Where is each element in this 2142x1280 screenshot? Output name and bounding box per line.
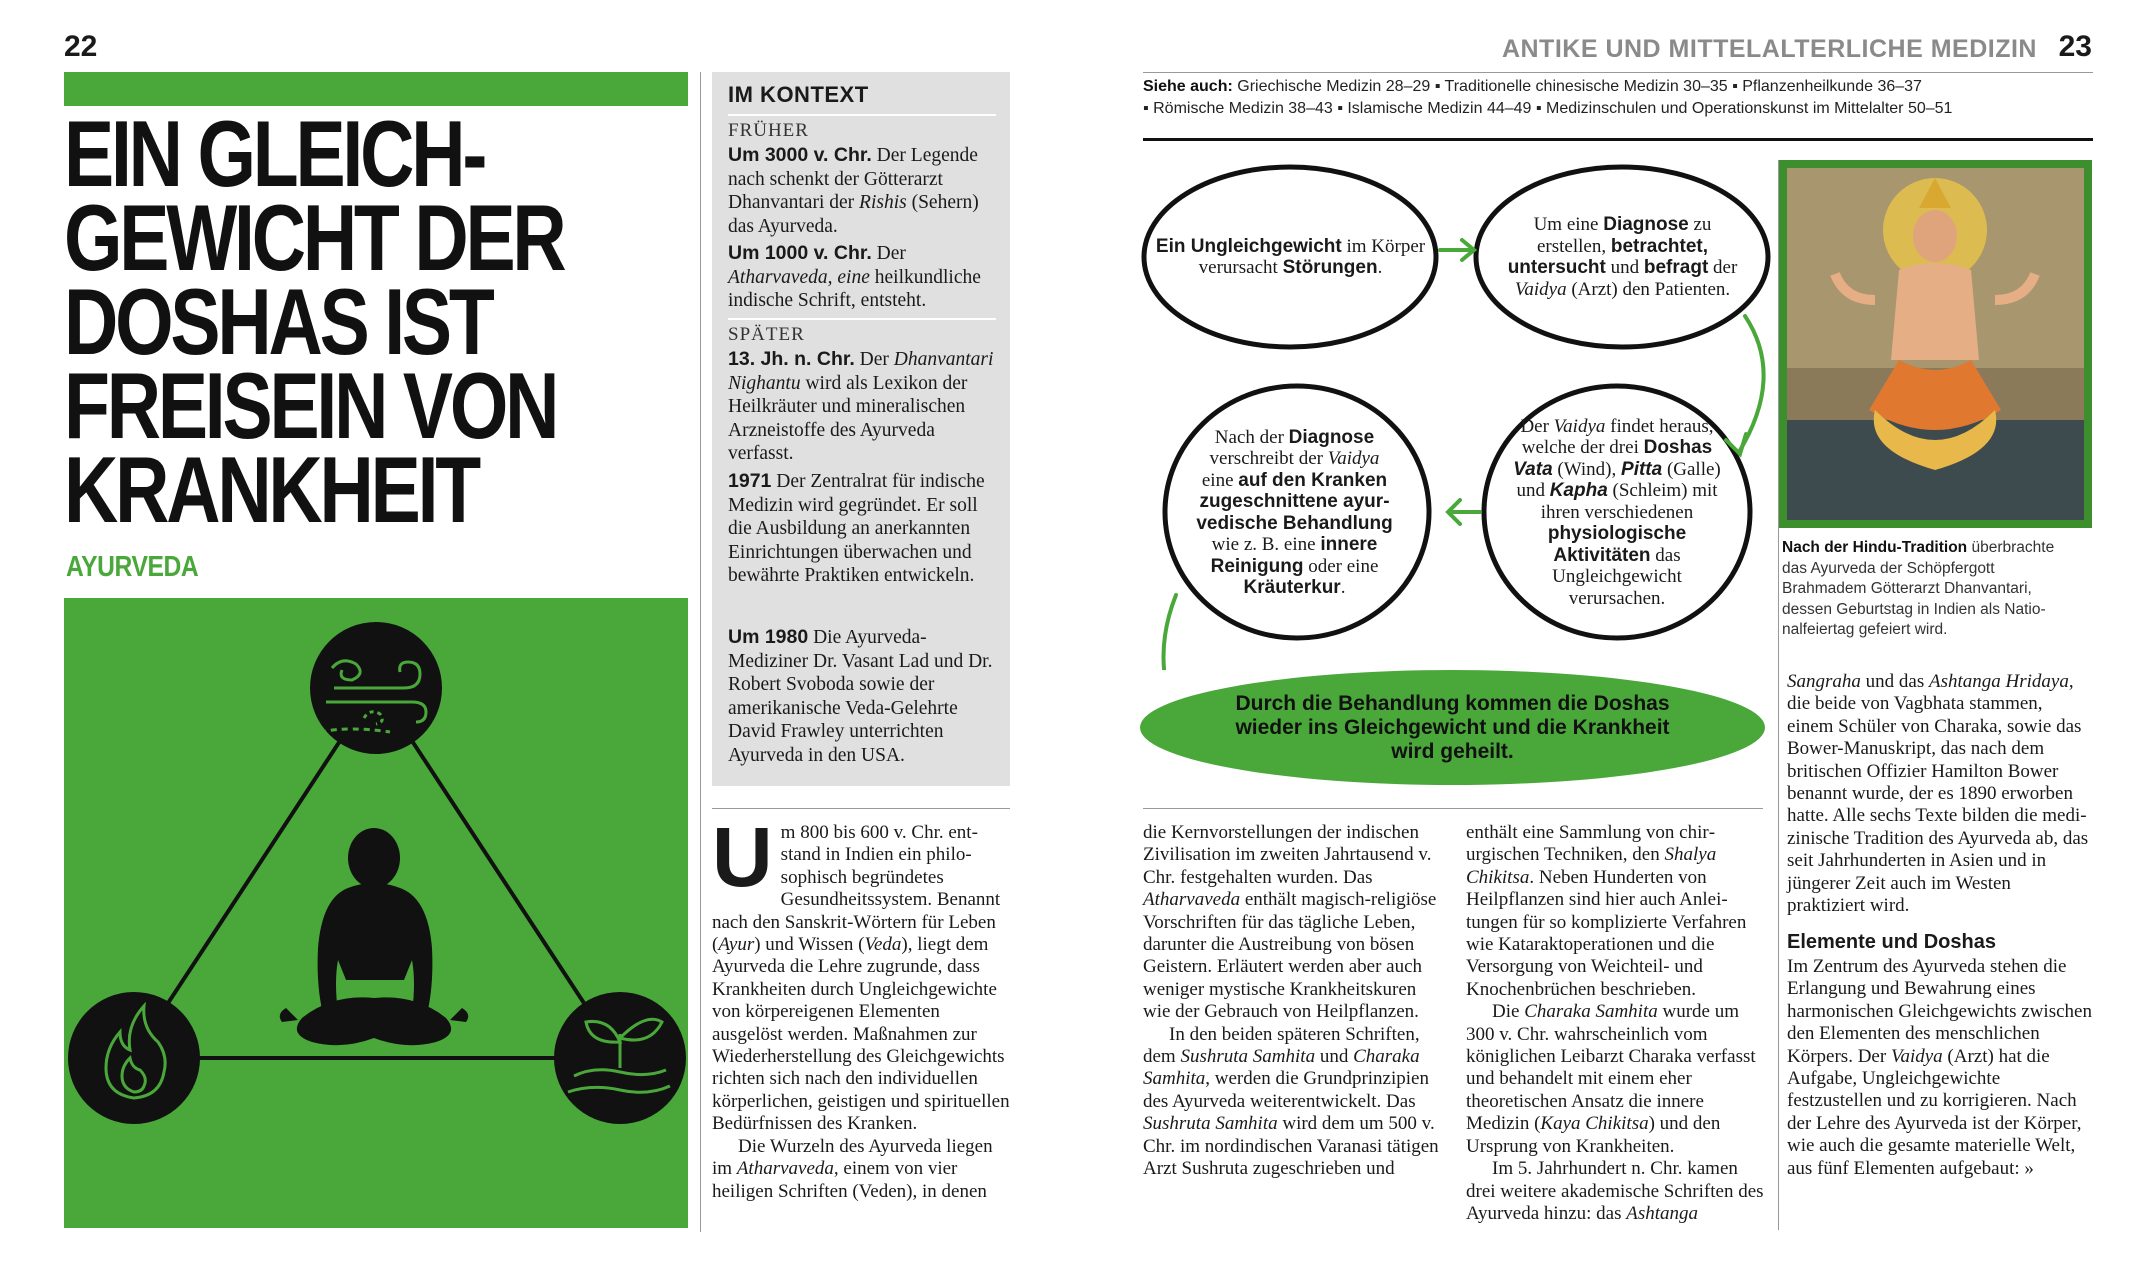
dhanvantari-painting: [1779, 160, 2092, 528]
see-also-link[interactable]: Römische Medizin 38–43: [1153, 100, 1333, 117]
context-entry: 1971 Der Zentralrat für indische Medizin wird gegründet. Er soll die Ausbildung an anerkannten Einrichtungen überwachen und bewährte Praktiken entwickeln.: [728, 470, 985, 586]
subtitle: AYURVEDA: [66, 551, 199, 583]
fire-icon: [68, 992, 200, 1124]
title-line: DOSHAS IST: [64, 269, 492, 374]
running-head: ANTIKE UND MITTELALTERLICHE MEDIZIN: [1501, 35, 2037, 63]
flow-result: [1140, 670, 1765, 785]
flow-step-1: Ein Ungleichgewicht im Körper verursacht Störungen.: [1155, 235, 1426, 278]
context-sidebar: [712, 72, 1010, 786]
air-icon: [310, 622, 442, 754]
page-title: [64, 101, 576, 542]
see-also-link[interactable]: Griechische Medizin 28–29: [1237, 78, 1431, 95]
see-also-link[interactable]: Medizinschulen und Operationskunst im Mittelalter 50–51: [1546, 100, 1953, 117]
divider: [1143, 138, 2093, 141]
drop-cap: U: [712, 810, 773, 904]
title-line: EIN GLEICH-: [64, 101, 485, 206]
body-column-3: enthält eine Sammlung von chirurgischen Techniken, den Shalya Chikitsa. Neben Hunderten von Heilpflanzen sind hier auch Anleitungen für so komplizierte Verfahren wie Kataraktoperationen und die Versorgung von Weichteil- und Knochenbrüchen beschrieben. Die Charaka Samhita wurde um 300 v. Chr. wahrscheinlich vom königlichen Leibarzt Charaka verfasst und behandelt mit einem eher theoretischen Ansatz die innere Medizin (Kaya Chikitsa) und den Ursprung von Krankheiten. Im 5. Jahrhundert n. Chr. kamen drei weitere akademische Schriften des Ayurveda hinzu: das Ashtanga: [1466, 822, 1764, 1224]
see-also-link[interactable]: Traditionelle chinesische Medizin 30–35: [1444, 78, 1728, 95]
see-also-link[interactable]: Islamische Medizin 44–49: [1347, 100, 1532, 117]
divider: [728, 114, 996, 116]
meditating-figure-icon: [280, 828, 469, 1045]
title-line: FREISEIN VON: [64, 353, 557, 458]
body-column-2: die Kernvorstellungen der indischen Zivilisation im zweiten Jahrtausend v. Chr. festgehalten wurden. Das Atharvaveda enthält magisch-religiöse Vorschriften für das tägliche Leben, darunter die Austreibung von bösen Geistern. Erläutert werden aber auch weniger mystische Krankheitskuren wie der Gebrauch von Heilpflanzen. In den beiden späteren Schriften, dem Sushruta Samhita und Charaka Samhita, werden die Grundprinzipien des Ayurveda weiterentwickelt. Das Sushruta Samhita wird dem um 500 v. Chr. im nordindischen Varanasi tätigen Arzt Sushruta zugeschrieben und: [1143, 822, 1439, 1180]
context-earlier-label: FRÜHER: [728, 120, 809, 141]
column-rule: [1143, 808, 1763, 809]
painting-svg: [1779, 160, 2092, 528]
column-rule: [700, 72, 701, 1232]
divider: [1143, 72, 2093, 73]
earth-plant-icon: [554, 992, 686, 1124]
flow-step-2: Um eine Diagnose zu erstellen, betrachtet, untersucht und befragt der Vaidya (Arzt) den Patienten.: [1507, 214, 1738, 300]
body-column-4: Sangraha und das Ashtanga Hridaya, die beide von Vagbhata stammen, einem Schüler von Charaka, sowie das Bower-Manuskript, das nach dem britischen Offizier Hamilton Bower benannt wurde, der es 1890 erworben hatte. Alle sechs Texte bilden die medizinische Tradition des Ayurveda ab, das seit Jahrhunderten in Asien und in jüngerer Zeit auch im Westen praktiziert wird. Elemente und Doshas Im Zentrum des Ayurveda stehen die Erlangung und Bewahrung eines harmonischen Gleichgewichts zwischen den Elementen des menschlichen Körpers. Der Vaidya (Arzt) hat die Aufgabe, Ungleichgewichte festzustellen und zu korrigieren. Nach der Lehre des Ayurveda ist der Körper, wie auch die gesamte materielle Welt, aus fünf Elementen aufgebaut: »: [1787, 671, 2092, 1179]
see-also-link[interactable]: Pflanzenheilkunde 36–37: [1742, 78, 1922, 95]
context-entry: Um 3000 v. Chr. Der Legende nach schenkt der Götterarzt Dhanvantari der Rishis (Sehern) das Ayurveda.: [728, 144, 979, 237]
flow-step-3: Der Vaidya findet heraus, welche der drei Doshas Vata (Wind), Pitta (Galle) und Kapha (Schleim) mit ihren verschiedenen physiologische Aktivitäten das Ungleichgewicht verursachen.: [1513, 415, 1721, 609]
context-later-label: SPÄTER: [728, 324, 805, 345]
flow-result-text: Durch die Behandlung kommen die Doshas wieder ins Gleichgewicht und die Krankheit wird geheilt.: [1235, 691, 1670, 763]
title-line: KRANKHEIT: [64, 437, 479, 542]
column-rule: [712, 808, 1010, 809]
illustration-svg: [64, 598, 688, 1228]
context-entry: Um 1000 v. Chr. Der Atharvaveda, eine heilkundliche indische Schrift, entsteht.: [728, 242, 981, 311]
image-caption: Nach der Hindu-Tradition überbrachte das Ayurveda der Schöpfergott Brahmadem Götterarzt Dhanvantari, dessen Geburtstag in Indien als Nationalfeiertag gefeiert wird.: [1782, 539, 2055, 638]
see-also: Siehe auch: Griechische Medizin 28–29 ▪ Traditionelle chinesische Medizin 30–35 ▪ Pflanzenheilkunde 36–37 ▪ Römische Medizin 38–43 ▪ Islamische Medizin 44–49 ▪ Medizinschulen und Operationskunst im Mittelalter 50–51: [1143, 78, 1953, 117]
context-title: IM KONTEXT: [728, 82, 869, 107]
flow-step-4: Nach der Diagnose verschreibt der Vaidya eine auf den Kranken zugeschnittene ayurvedische Behandlung wie z. B. eine innere Reinigung oder eine Kräuterkur.: [1196, 426, 1393, 598]
body-column-1: Um 800 bis 600 v. Chr. entstand in Indien ein philosophisch begründetes Gesundheitssystem. Benannt nach den Sanskrit-Wörtern für Leben (Ayur) und Wissen (Veda), liegt dem Ayurveda die Lehre zugrunde, dass Krankheiten durch Ungleichgewichte von körpereigenen Elementen ausgelöst werden. Maßnahmen zur Wiederherstellung des Gleichgewichts richten sich nach den individuellen körperlichen, geistigen und spirituellen Bedürfnissen des Kranken. Die Wurzeln des Ayurveda liegen im Atharvaveda, einem von vier heiligen Schriften (Veden), in denen: [712, 810, 1010, 1202]
page-number-left: 22: [64, 30, 98, 63]
section-heading: Elemente und Doshas: [1787, 931, 1996, 954]
context-entry: Um 1980 Die Ayurveda-Mediziner Dr. Vasant Lad und Dr. Robert Svoboda sowie der amerikanische Veda-Gelehrte David Frawley unterrichten Ayurveda in den USA.: [728, 626, 993, 766]
context-entry: 13. Jh. n. Chr. Der Dhanvantari Nighantu wird als Lexikon der Heilkräuter und mineralischen Arzneistoffe des Ayurveda verfasst.: [728, 348, 994, 464]
dosha-illustration: [64, 598, 688, 1228]
divider: [728, 318, 996, 320]
page-number-right: 23: [2058, 30, 2092, 63]
title-line: GEWICHT DER: [64, 185, 564, 290]
